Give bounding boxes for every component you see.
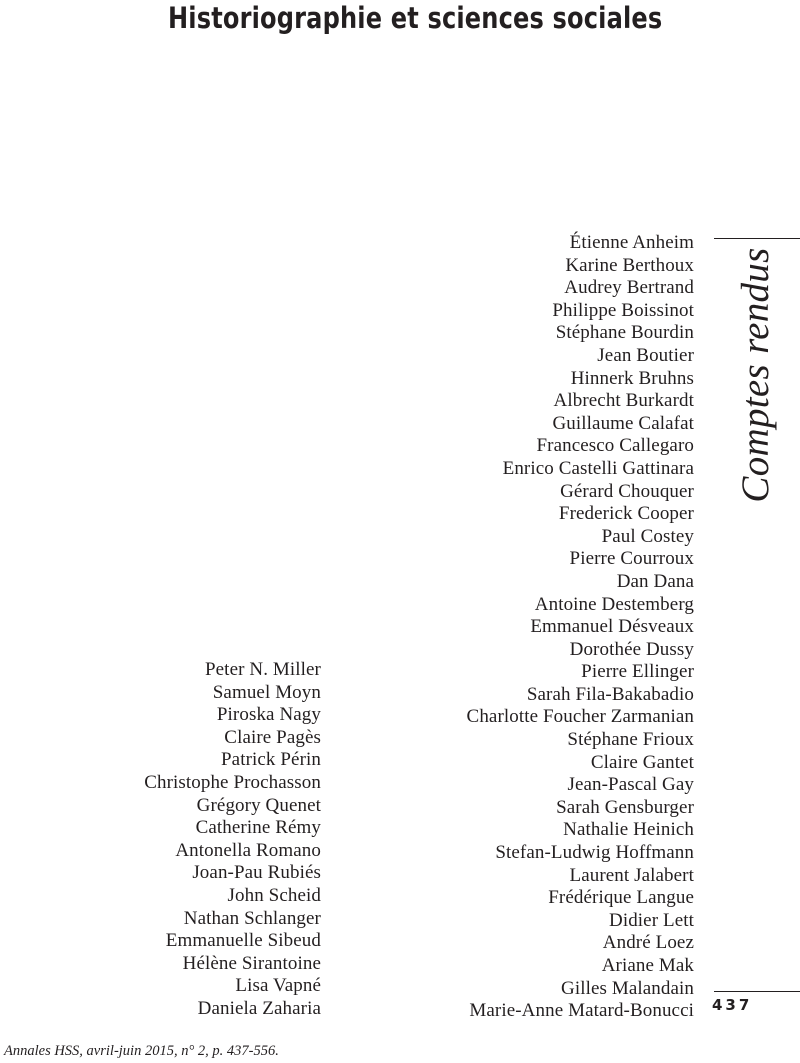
reviewer-name: Daniela Zaharia — [197, 997, 321, 1019]
reviewer-name: Joan-Pau Rubiés — [192, 862, 321, 884]
reviewer-name: Hélène Sirantoine — [182, 952, 321, 974]
reviewer-name: Pierre Courroux — [569, 548, 694, 570]
reviewer-name: Frederick Cooper — [558, 503, 694, 525]
reviewers-list-left — [144, 659, 321, 1021]
reviewer-name: Sarah Gensburger — [556, 796, 694, 818]
reviewer-name: Lisa Vapné — [235, 975, 321, 997]
reviewer-name: Marie-Anne Matard-Bonucci — [469, 1000, 694, 1022]
reviewer-name: Philippe Boissinot — [552, 299, 694, 321]
reviewer-name: Karine Berthoux — [565, 254, 694, 276]
reviewer-name: Christophe Prochasson — [144, 771, 321, 793]
section-label: Comptes rendus — [734, 247, 777, 503]
reviewer-name: Stéphane Bourdin — [555, 322, 694, 344]
reviewer-name: Gérard Chouquer — [560, 480, 694, 502]
reviewer-name: Pierre Ellinger — [581, 661, 694, 683]
footer-citation: Annales HSS, avril-juin 2015, n° 2, p. 437-556. — [4, 1043, 279, 1059]
reviewer-name: Claire Gantet — [590, 751, 694, 773]
reviewers-list-right — [467, 232, 694, 1023]
reviewer-name: Albrecht Burkardt — [553, 390, 694, 412]
page-number: 437 — [712, 996, 753, 1014]
reviewer-name: Paul Costey — [601, 525, 694, 547]
reviewer-name: Samuel Moyn — [212, 681, 321, 703]
reviewer-name: Claire Pagès — [224, 726, 321, 748]
reviewer-name: Étienne Anheim — [569, 232, 694, 253]
journal-section-title: Historiographie et sciences sociales — [168, 1, 663, 35]
reviewer-name: Emmanuelle Sibeud — [165, 930, 321, 952]
reviewer-name: André Loez — [602, 932, 694, 954]
reviewer-name: Nathan Schlanger — [183, 907, 321, 929]
reviewer-name: Jean Boutier — [597, 344, 694, 366]
reviewer-name: Enrico Castelli Gattinara — [502, 457, 694, 479]
reviewer-name: John Scheid — [227, 884, 321, 906]
reviewer-name: Laurent Jalabert — [569, 864, 694, 886]
reviewer-name: Sarah Fila-Bakabadio — [526, 683, 694, 705]
reviewer-name: Antoine Destemberg — [534, 593, 694, 615]
reviewer-name: Nathalie Heinich — [563, 819, 694, 841]
reviewer-name: Francesco Callegaro — [536, 435, 694, 457]
reviewer-name: Patrick Périn — [221, 749, 321, 771]
reviewer-name: Ariane Mak — [601, 955, 694, 976]
reviewer-name: Stéphane Frioux — [567, 729, 694, 751]
reviewer-name: Stefan-Ludwig Hoffmann — [495, 842, 694, 864]
reviewer-name: Dorothée Dussy — [569, 638, 694, 660]
reviewer-name: Catherine Rémy — [195, 817, 321, 839]
reviewer-name: Piroska Nagy — [216, 704, 321, 726]
reviewer-name: Charlotte Foucher Zarmanian — [466, 706, 694, 728]
bottom-divider — [714, 991, 800, 992]
reviewer-name: Guillaume Calafat — [552, 412, 694, 434]
top-divider — [714, 238, 800, 239]
reviewer-name: Emmanuel Désveaux — [530, 616, 694, 638]
reviewer-name: Gilles Malandain — [561, 977, 694, 999]
reviewer-name: Dan Dana — [616, 570, 694, 592]
reviewer-name: Hinnerk Bruhns — [570, 367, 694, 389]
reviewer-name: Frédérique Langue — [548, 887, 694, 909]
reviewer-name: Didier Lett — [609, 909, 694, 931]
reviewer-name: Peter N. Miller — [204, 659, 321, 680]
reviewer-name: Grégory Quenet — [196, 794, 321, 816]
reviewer-name: Jean-Pascal Gay — [567, 774, 694, 796]
reviewer-name: Antonella Romano — [175, 839, 321, 861]
reviewer-name: Audrey Bertrand — [564, 277, 694, 299]
